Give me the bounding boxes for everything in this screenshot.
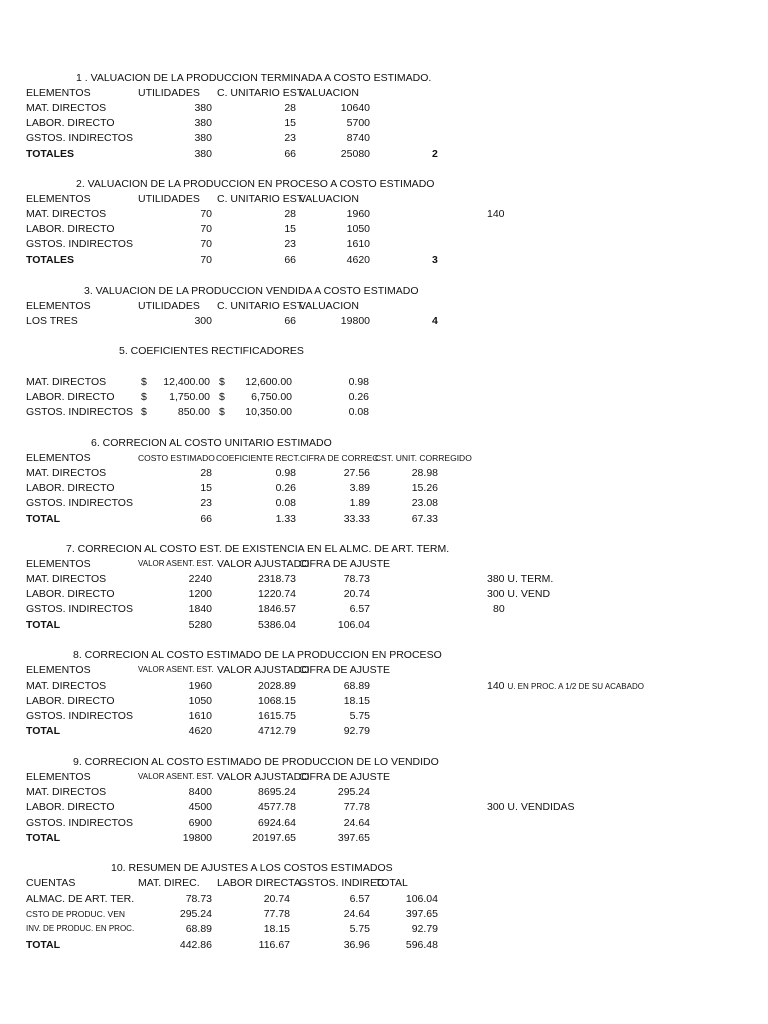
header-valor-ajustado: VALOR AJUSTADO (217, 664, 310, 676)
currency-symbol: $ (141, 376, 147, 388)
row-label: LABOR. DIRECTO (26, 482, 115, 494)
section-3-title: 3. VALUACION DE LA PRODUCCION VENDIDA A COSTO ESTIMADO (84, 285, 419, 297)
header-gastos-indirec: GSTOS. INDIREC (299, 877, 385, 889)
cell: 23 (284, 132, 296, 144)
cell: 20.74 (343, 588, 370, 600)
header-valuacion: VALUACION (299, 87, 359, 99)
cell: 380 (194, 102, 212, 114)
header-valor-ajustado: VALOR AJUSTADO (217, 771, 310, 783)
cell: 24.64 (343, 908, 370, 920)
section-1-title: 1 . VALUACION DE LA PRODUCCION TERMINADA A COSTO ESTIMADO. (76, 72, 432, 84)
cell: 1.89 (349, 497, 370, 509)
cell: 397.65 (405, 908, 438, 920)
cell: 15.26 (411, 482, 438, 494)
table-row (0, 496, 768, 510)
row-label: LABOR. DIRECTO (26, 391, 115, 403)
cell: 15 (284, 117, 296, 129)
cell: 4712.79 (258, 725, 296, 737)
cell: 8400 (188, 786, 212, 798)
header-elementos: ELEMENTOS (26, 664, 91, 676)
total-row (0, 512, 768, 526)
reference-number: 3 (432, 254, 438, 266)
cell: 0.98 (348, 376, 369, 388)
cell: 68.89 (185, 923, 212, 935)
section-7-header (0, 557, 768, 571)
table-row (0, 785, 768, 799)
table-row (0, 131, 768, 145)
row-label: LABOR. DIRECTO (26, 223, 115, 235)
cell: 1050 (346, 223, 370, 235)
section-2-header (0, 192, 768, 206)
cell: 6924.64 (258, 817, 296, 829)
row-label: GSTOS. INDIRECTOS (26, 406, 133, 418)
row-label: GSTOS. INDIRECTOS (26, 603, 133, 615)
cell: 1,750.00 (169, 391, 210, 403)
cell: 1068.15 (258, 695, 296, 707)
header-valuacion: VALUACION (299, 300, 359, 312)
cell: 2318.73 (258, 573, 296, 585)
row-label: GSTOS. INDIRECTOS (26, 497, 133, 509)
table-row (0, 481, 768, 495)
cell: 15 (200, 482, 212, 494)
cell: 24.64 (343, 817, 370, 829)
row-label: GSTOS. INDIRECTOS (26, 238, 133, 250)
cell: 0.98 (275, 467, 296, 479)
cell: 25080 (340, 148, 370, 160)
cell: 66 (284, 254, 296, 266)
cell: 10640 (340, 102, 370, 114)
cell: 23 (200, 497, 212, 509)
table-row (0, 892, 768, 906)
side-note-number: 140 (487, 680, 505, 692)
currency-symbol: $ (219, 406, 225, 418)
section-10-header (0, 876, 768, 890)
cell: 4500 (188, 801, 212, 813)
side-note: 380 U. TERM. (487, 573, 554, 585)
cell: 5280 (188, 619, 212, 631)
cell: 15 (284, 223, 296, 235)
header-elementos: ELEMENTOS (26, 193, 91, 205)
table-row (0, 602, 768, 616)
side-note: 80 (493, 603, 505, 615)
section-8-title: 8. CORRECION AL COSTO ESTIMADO DE LA PRODUCCION EN PROCESO (73, 649, 442, 661)
header-elementos: ELEMENTOS (26, 452, 91, 464)
total-row (0, 831, 768, 845)
row-label: LABOR. DIRECTO (26, 117, 115, 129)
table-row (0, 694, 768, 708)
total-label: TOTAL (26, 725, 61, 737)
header-cifra-ajuste: CIFRA DE AJUSTE (299, 558, 391, 570)
cell: 20197.65 (252, 832, 296, 844)
section-5-title: 5. COEFICIENTES RECTIFICADORES (119, 345, 304, 357)
cell: 295.24 (337, 786, 370, 798)
row-label: MAT. DIRECTOS (26, 208, 107, 220)
cell: 66 (284, 315, 296, 327)
row-label: MAT. DIRECTOS (26, 102, 107, 114)
table-row (0, 907, 768, 921)
cell: 106.04 (337, 619, 370, 631)
header-valor-asentado: VALOR ASENT. EST. (138, 559, 214, 568)
header-elementos: ELEMENTOS (26, 300, 91, 312)
table-row (0, 116, 768, 130)
cell: 36.96 (343, 939, 370, 951)
row-label: MAT. DIRECTOS (26, 786, 107, 798)
total-row (0, 618, 768, 632)
section-1-header (0, 86, 768, 100)
table-row (0, 101, 768, 115)
total-label: TOTAL (26, 832, 61, 844)
cell: 10,350.00 (245, 406, 292, 418)
cell: 1846.57 (258, 603, 296, 615)
cell: 77.78 (263, 908, 290, 920)
cell: 6.57 (349, 603, 370, 615)
table-row (0, 466, 768, 480)
header-cifra-correccion: CIFRA DE CORREC (300, 453, 379, 463)
cell: 78.73 (185, 893, 212, 905)
cell: 0.26 (348, 391, 369, 403)
table-row (0, 816, 768, 830)
cell: 5700 (346, 117, 370, 129)
cell: 442.86 (179, 939, 212, 951)
total-row (0, 938, 768, 952)
cell: 1050 (188, 695, 212, 707)
section-6-title: 6. CORRECION AL COSTO UNITARIO ESTIMADO (91, 437, 332, 449)
cell: 67.33 (411, 513, 438, 525)
row-label: LOS TRES (26, 315, 78, 327)
side-note: 300 U. VEND (487, 588, 551, 600)
cell: 1610 (188, 710, 212, 722)
cell: 28.98 (411, 467, 438, 479)
cell: 596.48 (405, 939, 438, 951)
cell: 27.56 (343, 467, 370, 479)
table-row (0, 222, 768, 236)
row-label: ALMAC. DE ART. TER. (26, 893, 135, 905)
header-cuentas: CUENTAS (26, 877, 76, 889)
cell: 1220.74 (258, 588, 296, 600)
cell: 8695.24 (258, 786, 296, 798)
cell: 18.15 (263, 923, 290, 935)
cell: 380 (194, 148, 212, 160)
cell: 6900 (188, 817, 212, 829)
header-valor-asentado: VALOR ASENT. EST. (138, 772, 214, 781)
cell: 12,400.00 (163, 376, 210, 388)
total-row (0, 253, 768, 267)
table-row (0, 375, 768, 389)
cell: 92.79 (343, 725, 370, 737)
cell: 19800 (340, 315, 370, 327)
cell: 33.33 (343, 513, 370, 525)
total-label: TOTALES (26, 254, 75, 266)
cell: 1960 (346, 208, 370, 220)
cell: 380 (194, 132, 212, 144)
cell: 1615.75 (258, 710, 296, 722)
cell: 4620 (188, 725, 212, 737)
currency-symbol: $ (141, 406, 147, 418)
total-label: TOTAL (26, 619, 61, 631)
header-cifra-ajuste: CIFRA DE AJUSTE (299, 664, 391, 676)
cell: 12,600.00 (245, 376, 292, 388)
currency-symbol: $ (219, 391, 225, 403)
cell: 1840 (188, 603, 212, 615)
header-costo-unitario: C. UNITARIO EST. (217, 300, 305, 312)
cell: 70 (200, 238, 212, 250)
header-utilidades: UTILIDADES (138, 300, 200, 312)
header-utilidades: UTILIDADES (138, 87, 200, 99)
section-9-header (0, 770, 768, 784)
section-8-header (0, 663, 768, 677)
cell: 23 (284, 238, 296, 250)
row-label: MAT. DIRECTOS (26, 376, 107, 388)
cell: 2240 (188, 573, 212, 585)
cell: 3.89 (349, 482, 370, 494)
cell: 78.73 (343, 573, 370, 585)
total-label: TOTALES (26, 148, 75, 160)
header-costo-unitario: C. UNITARIO EST. (217, 87, 305, 99)
section-6-header (0, 451, 768, 465)
cell: 1610 (346, 238, 370, 250)
cell: 850.00 (177, 406, 210, 418)
cell: 77.78 (343, 801, 370, 813)
cell: 397.65 (337, 832, 370, 844)
header-total: TOTAL (375, 877, 408, 889)
side-note: 300 U. VENDIDAS (487, 801, 575, 813)
currency-symbol: $ (141, 391, 147, 403)
cell: 6,750.00 (251, 391, 292, 403)
cell: 380 (194, 117, 212, 129)
table-row (0, 572, 768, 586)
header-elementos: ELEMENTOS (26, 771, 91, 783)
section-10-title: 10. RESUMEN DE AJUSTES A LOS COSTOS ESTIMADOS (111, 862, 393, 874)
cell: 68.89 (343, 680, 370, 692)
cell: 19800 (182, 832, 212, 844)
section-3-header (0, 299, 768, 313)
row-label: MAT. DIRECTOS (26, 680, 107, 692)
header-labor-directa: LABOR DIRECTA (217, 877, 301, 889)
header-costo-unitario: C. UNITARIO EST. (217, 193, 305, 205)
row-label: LABOR. DIRECTO (26, 801, 115, 813)
cell: 8740 (346, 132, 370, 144)
header-valuacion: VALUACION (299, 193, 359, 205)
table-row (0, 587, 768, 601)
cell: 1200 (188, 588, 212, 600)
cell: 4620 (346, 254, 370, 266)
cell: 2028.89 (258, 680, 296, 692)
table-row (0, 922, 768, 936)
side-note: 140 (487, 208, 505, 220)
cell: 5.75 (349, 923, 370, 935)
row-label: GSTOS. INDIRECTOS (26, 817, 133, 829)
cell: 0.08 (275, 497, 296, 509)
table-row (0, 405, 768, 419)
cell: 70 (200, 223, 212, 235)
cell: 66 (200, 513, 212, 525)
header-cifra-ajuste: CIFRA DE AJUSTE (299, 771, 391, 783)
cell: 70 (200, 208, 212, 220)
cell: 106.04 (405, 893, 438, 905)
table-row (0, 237, 768, 251)
cell: 28 (200, 467, 212, 479)
header-elementos: ELEMENTOS (26, 558, 91, 570)
cell: 28 (284, 102, 296, 114)
row-label: CSTO DE PRODUC. VEN (26, 909, 126, 919)
total-label: TOTAL (26, 513, 61, 525)
cell: 66 (284, 148, 296, 160)
cell: 0.08 (348, 406, 369, 418)
reference-number: 4 (432, 315, 438, 327)
cell: 92.79 (411, 923, 438, 935)
cell: 4577.78 (258, 801, 296, 813)
side-note-text: U. EN PROC. A 1/2 DE SU ACABADO (507, 682, 644, 691)
table-row (0, 800, 768, 814)
header-costo-estimado: COSTO ESTIMADO (138, 453, 215, 463)
header-valor-asentado: VALOR ASENT. EST. (138, 665, 214, 674)
header-utilidades: UTILIDADES (138, 193, 200, 205)
side-note (487, 679, 644, 694)
cell: 295.24 (179, 908, 212, 920)
cell: 300 (194, 315, 212, 327)
table-row (0, 390, 768, 404)
cell: 18.15 (343, 695, 370, 707)
table-row (0, 207, 768, 221)
section-7-title: 7. CORRECION AL COSTO EST. DE EXISTENCIA EN EL ALMC. DE ART. TERM. (66, 543, 450, 555)
table-row (0, 314, 768, 328)
header-coeficiente: COEFICIENTE RECT. (216, 453, 301, 463)
cell: 23.08 (411, 497, 438, 509)
header-mat-direc: MAT. DIREC. (138, 877, 200, 889)
cell: 28 (284, 208, 296, 220)
reference-number: 2 (432, 148, 438, 160)
total-row (0, 147, 768, 161)
row-label: LABOR. DIRECTO (26, 695, 115, 707)
currency-symbol: $ (219, 376, 225, 388)
row-label: MAT. DIRECTOS (26, 573, 107, 585)
header-costo-corregido: CST. UNIT. CORREGIDO (375, 453, 472, 463)
total-row (0, 724, 768, 738)
header-valor-ajustado: VALOR AJUSTADO (217, 558, 310, 570)
row-label: LABOR. DIRECTO (26, 588, 115, 600)
row-label: GSTOS. INDIRECTOS (26, 132, 133, 144)
cell: 20.74 (263, 893, 290, 905)
header-elementos: ELEMENTOS (26, 87, 91, 99)
cell: 6.57 (349, 893, 370, 905)
cell: 70 (200, 254, 212, 266)
cell: 116.67 (258, 939, 290, 951)
total-label: TOTAL (26, 939, 61, 951)
cell: 5386.04 (258, 619, 296, 631)
cell: 5.75 (349, 710, 370, 722)
row-label: INV. DE PRODUC. EN PROC. (26, 924, 135, 933)
cell: 0.26 (275, 482, 296, 494)
row-label: GSTOS. INDIRECTOS (26, 710, 133, 722)
row-label: MAT. DIRECTOS (26, 467, 107, 479)
section-9-title: 9. CORRECION AL COSTO ESTIMADO DE PRODUCCION DE LO VENDIDO (73, 756, 439, 768)
table-row (0, 709, 768, 723)
section-2-title: 2. VALUACION DE LA PRODUCCION EN PROCESO A COSTO ESTIMADO (76, 178, 435, 190)
cell: 1.33 (275, 513, 296, 525)
cell: 1960 (188, 680, 212, 692)
table-row (0, 679, 768, 693)
